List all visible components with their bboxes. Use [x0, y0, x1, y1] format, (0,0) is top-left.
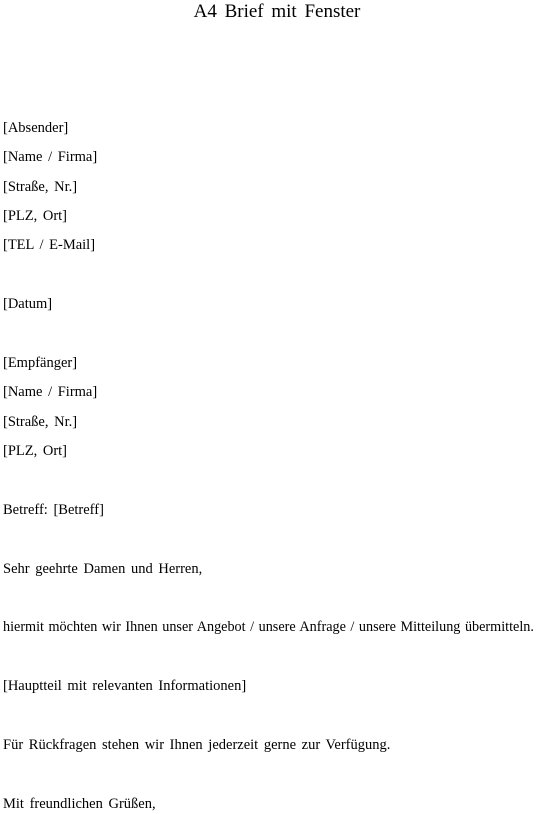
- salutation: Sehr geehrte Damen und Herren,: [3, 561, 203, 577]
- subject-line: Betreff: [Betreff]: [3, 502, 104, 518]
- recipient-name: [Name / Firma]: [3, 384, 98, 400]
- sender-contact: [TEL / E-Mail]: [3, 237, 96, 253]
- intro-paragraph: hiermit möchten wir Ihnen unser Angebot / unsere Anfrage / unsere Mitteilung übermitteln.: [3, 619, 534, 635]
- sender-heading: [Absender]: [3, 120, 69, 136]
- recipient-heading: [Empfänger]: [3, 355, 78, 371]
- page-title: A4 Brief mit Fenster: [193, 1, 361, 22]
- sign-off: Mit freundlichen Grüßen,: [3, 796, 156, 812]
- closing-note: Für Rückfragen stehen wir Ihnen jederzeit gerne zur Verfügung.: [3, 737, 391, 753]
- body-paragraph: [Hauptteil mit relevanten Informationen]: [3, 678, 247, 694]
- letter-date: [Datum]: [3, 296, 53, 312]
- recipient-city: [PLZ, Ort]: [3, 443, 68, 459]
- sender-street: [Straße, Nr.]: [3, 179, 78, 195]
- sender-city: [PLZ, Ort]: [3, 208, 68, 224]
- recipient-street: [Straße, Nr.]: [3, 414, 78, 430]
- sender-name: [Name / Firma]: [3, 149, 98, 165]
